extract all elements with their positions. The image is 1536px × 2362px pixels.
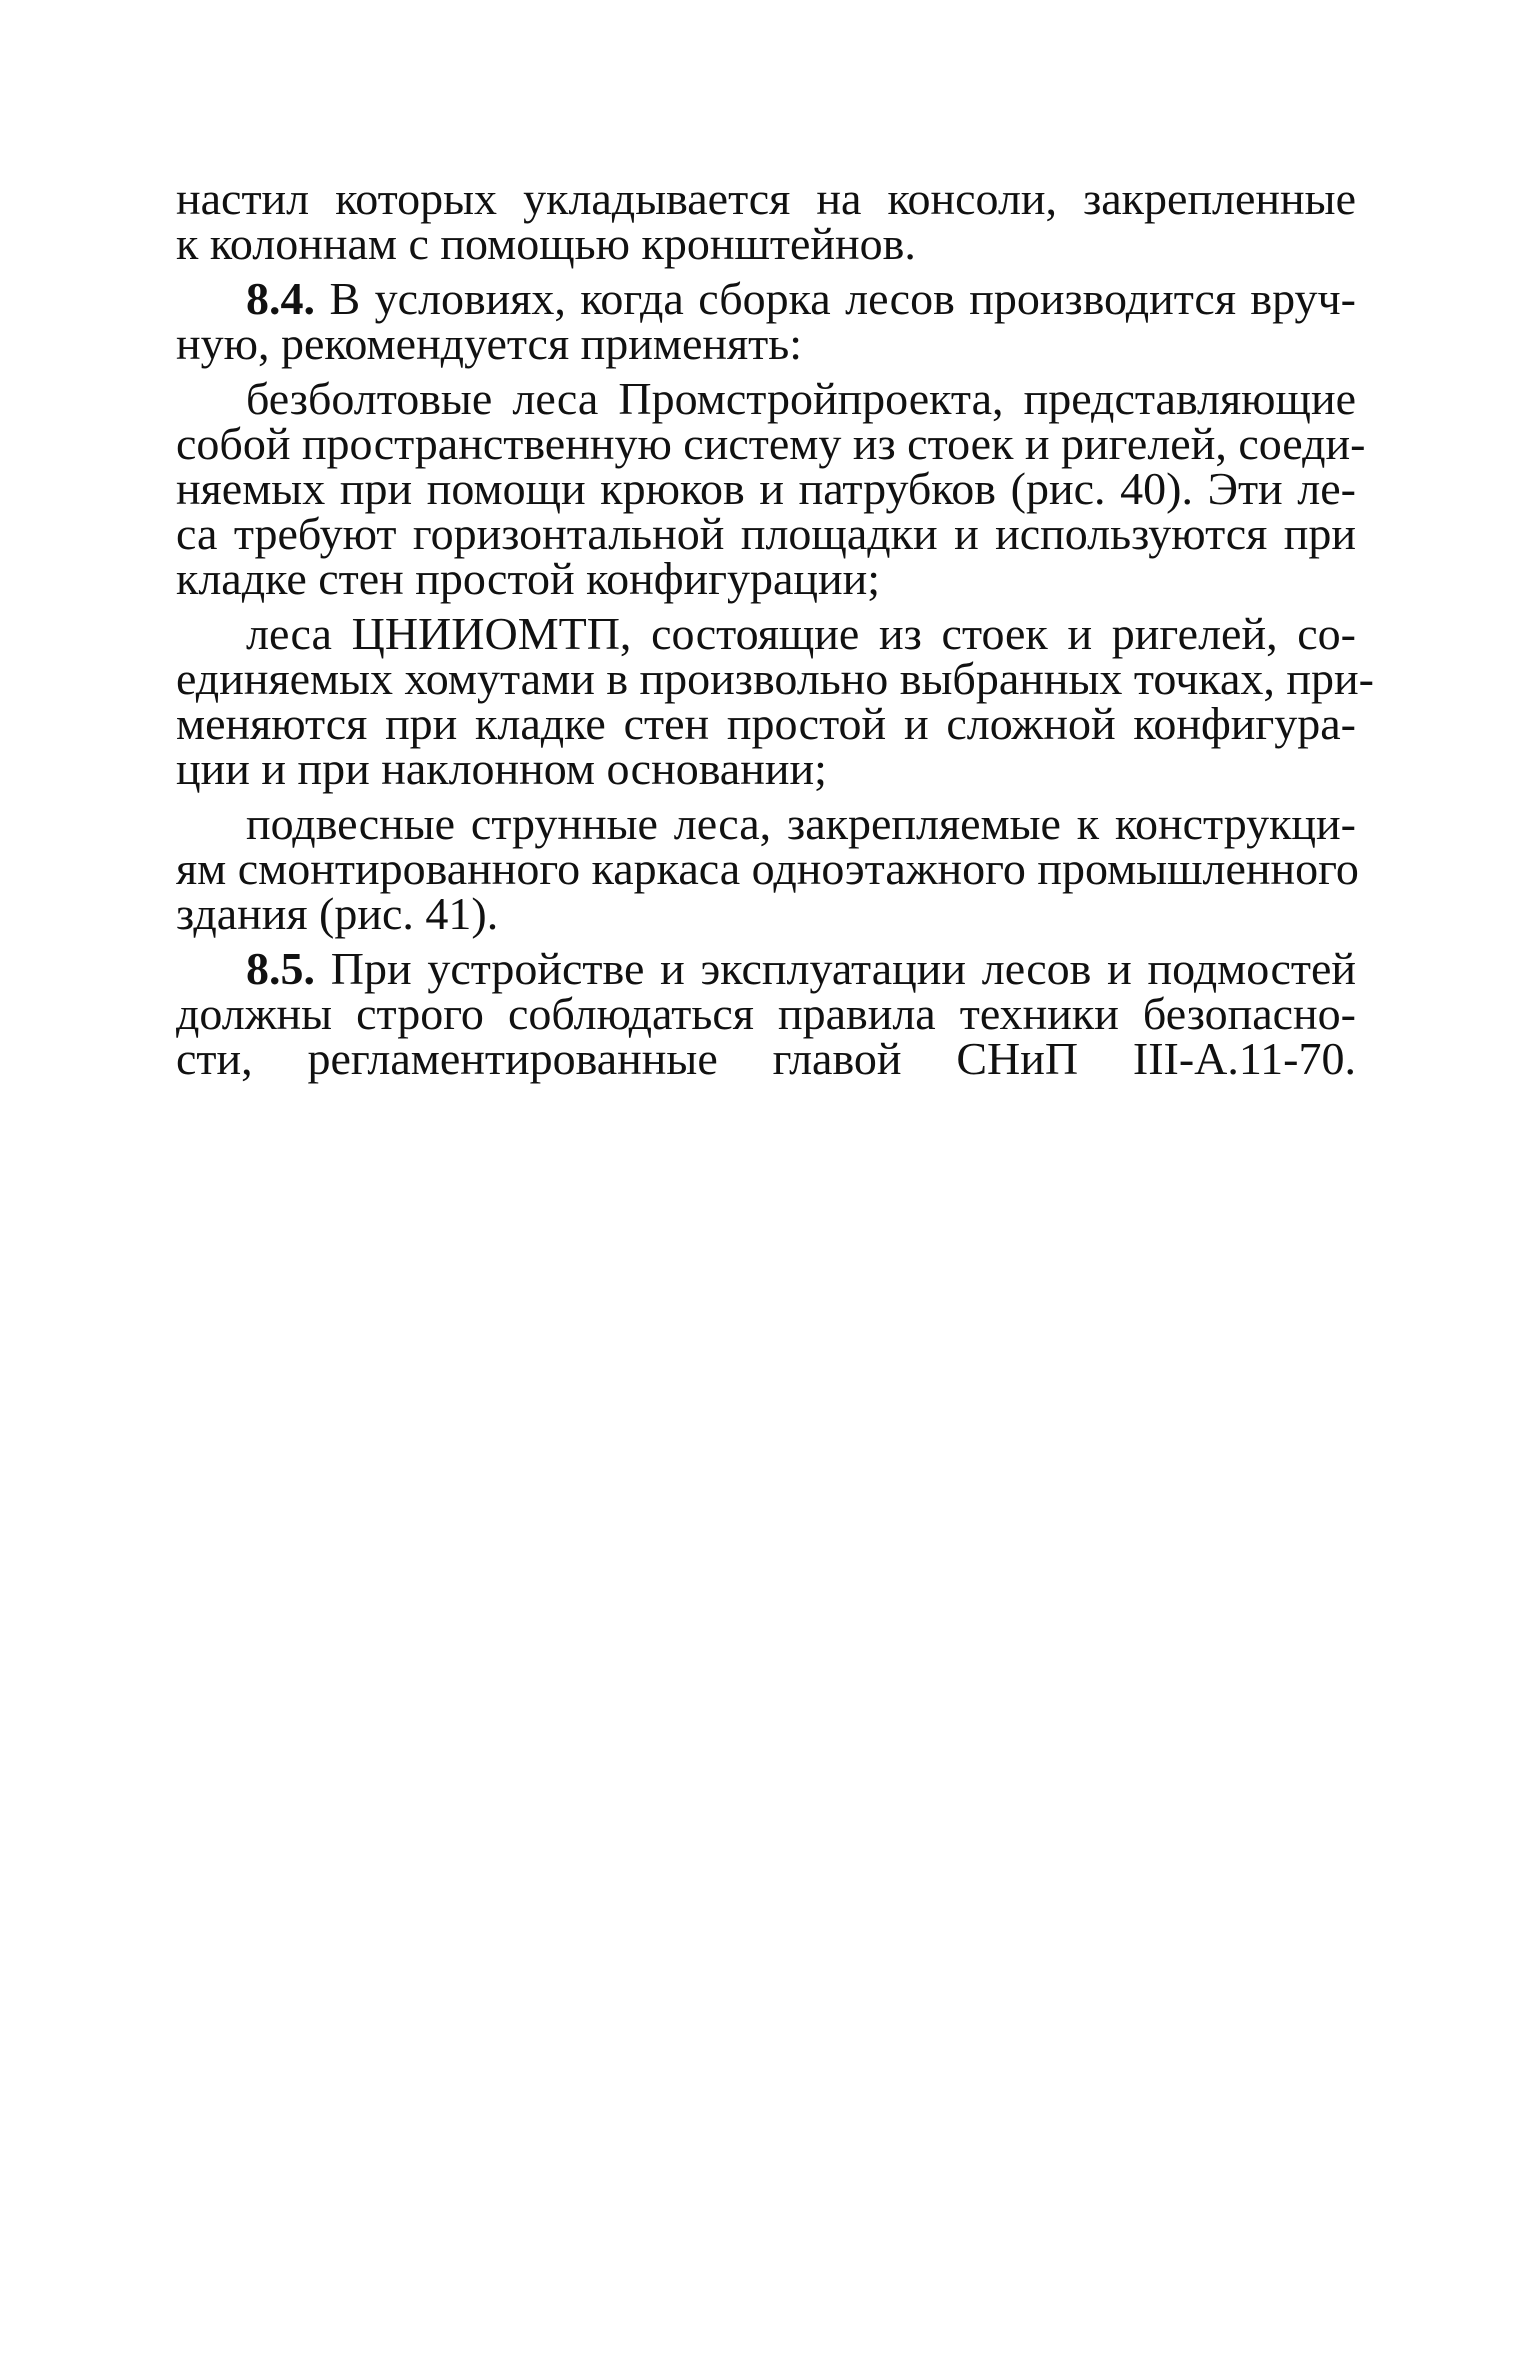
text-line: здания (рис. 41).: [176, 888, 499, 939]
text-line: сти, регламентированные главой СНиП III-А.11-70.: [176, 1033, 1356, 1084]
text-line: леса ЦНИИОМТП, состоящие из стоек и ригелей, со-: [246, 608, 1356, 659]
text-line: няемых при помощи крюков и патрубков (рис. 40). Эти ле-: [176, 463, 1356, 514]
text-line: ную, рекомендуется применять:: [176, 318, 803, 369]
section-number: 8.4.: [246, 273, 315, 324]
text-line: безболтовые леса Промстройпроекта, представляющие: [246, 373, 1356, 424]
text-line: единяемых хомутами в произвольно выбранных точках, при-: [176, 653, 1374, 704]
text-line: кладке стен простой конфигурации;: [176, 553, 881, 604]
document-page: [176, 173, 1374, 1084]
text-line: ции и при наклонном основании;: [176, 743, 827, 794]
text-line: [176, 273, 1356, 324]
text-line: настил которых укладывается на консоли, закрепленные: [176, 173, 1356, 224]
text-line: [176, 943, 1356, 994]
text-line: к колоннам с помощью кронштейнов.: [176, 218, 916, 269]
text-line: са требуют горизонтальной площадки и используются при: [176, 508, 1356, 559]
text-line: должны строго соблюдаться правила техники безопасно-: [176, 988, 1356, 1039]
text-line: подвесные струнные леса, закрепляемые к конструкци-: [246, 798, 1356, 849]
text-line-content: При устройстве и эксплуатации лесов и подмостей: [315, 943, 1356, 994]
text-line: ям смонтированного каркаса одноэтажного промышленного: [176, 843, 1359, 894]
text-line-content: В условиях, когда сборка лесов производится вруч-: [315, 273, 1356, 324]
section-number: 8.5.: [246, 943, 315, 994]
text-line: собой пространственную систему из стоек и ригелей, соеди-: [176, 418, 1366, 469]
text-line: меняются при кладке стен простой и сложной конфигура-: [176, 698, 1356, 749]
